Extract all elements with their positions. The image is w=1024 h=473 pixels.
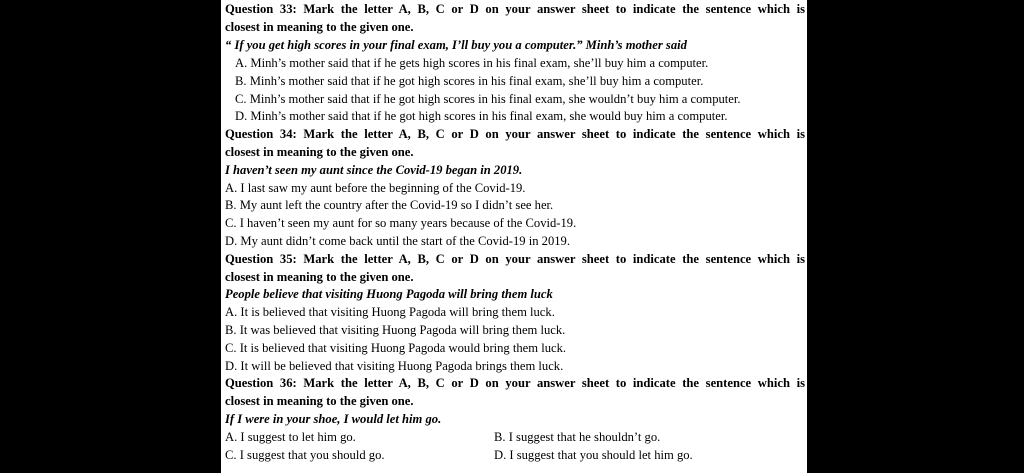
q36-stem-line-2: closest in meaning to the given one.: [225, 394, 414, 408]
q33-stem-line-1: Question 33: Mark the letter A, B, C or D on your answer sheet to indicate the sentence which is: [225, 2, 805, 16]
q35-option-a: A. It is believed that visiting Huong Pagoda will bring them luck.: [225, 305, 555, 319]
q36-stem-line-1: Question 36: Mark the letter A, B, C or D on your answer sheet to indicate the sentence which is: [225, 376, 805, 390]
q34-option-a: A. I last saw my aunt before the beginning of the Covid-19.: [225, 181, 526, 195]
q33-option-c: C. Minh’s mother said that if he got high scores in his final exam, she wouldn’t buy him a computer.: [235, 92, 741, 106]
q35-stem-line-1: Question 35: Mark the letter A, B, C or D on your answer sheet to indicate the sentence which is: [225, 252, 805, 266]
q33-option-b: B. Minh’s mother said that if he got high scores in his final exam, she’ll buy him a computer.: [235, 74, 704, 88]
q33-stem-line-2: closest in meaning to the given one.: [225, 20, 414, 34]
q36-option-b: B. I suggest that he shouldn’t go.: [494, 430, 661, 444]
q36-option-a: A. I suggest to let him go.: [225, 430, 356, 444]
q35-stem-line-2: closest in meaning to the given one.: [225, 270, 414, 284]
q34-stem-line-2: closest in meaning to the given one.: [225, 145, 414, 159]
q34-option-d: D. My aunt didn’t come back until the start of the Covid-19 in 2019.: [225, 234, 570, 248]
q34-prompt: I haven’t seen my aunt since the Covid-19 began in 2019.: [225, 163, 523, 177]
document-page: [221, 0, 807, 473]
q33-option-a: A. Minh’s mother said that if he gets high scores in his final exam, she’ll buy him a computer.: [235, 56, 709, 70]
q34-stem-line-1: Question 34: Mark the letter A, B, C or D on your answer sheet to indicate the sentence which is: [225, 127, 805, 141]
q34-option-c: C. I haven’t seen my aunt for so many years because of the Covid-19.: [225, 216, 577, 230]
q36-option-c: C. I suggest that you should go.: [225, 448, 385, 462]
q35-option-d: D. It will be believed that visiting Huong Pagoda brings them luck.: [225, 359, 564, 373]
q33-prompt: “ If you get high scores in your final exam, I’ll buy you a computer.” Minh’s mother said: [225, 38, 687, 52]
q35-option-b: B. It was believed that visiting Huong Pagoda will bring them luck.: [225, 323, 566, 337]
q36-option-d: D. I suggest that you should let him go.: [494, 448, 693, 462]
q35-prompt: People believe that visiting Huong Pagoda will bring them luck: [225, 287, 553, 301]
q35-option-c: C. It is believed that visiting Huong Pagoda would bring them luck.: [225, 341, 567, 355]
q36-prompt: If I were in your shoe, I would let him go.: [225, 412, 442, 426]
q34-option-b: B. My aunt left the country after the Covid-19 so I didn’t see her.: [225, 198, 554, 212]
q33-option-d: D. Minh’s mother said that if he got high scores in his final exam, she would buy him a computer.: [235, 109, 728, 123]
